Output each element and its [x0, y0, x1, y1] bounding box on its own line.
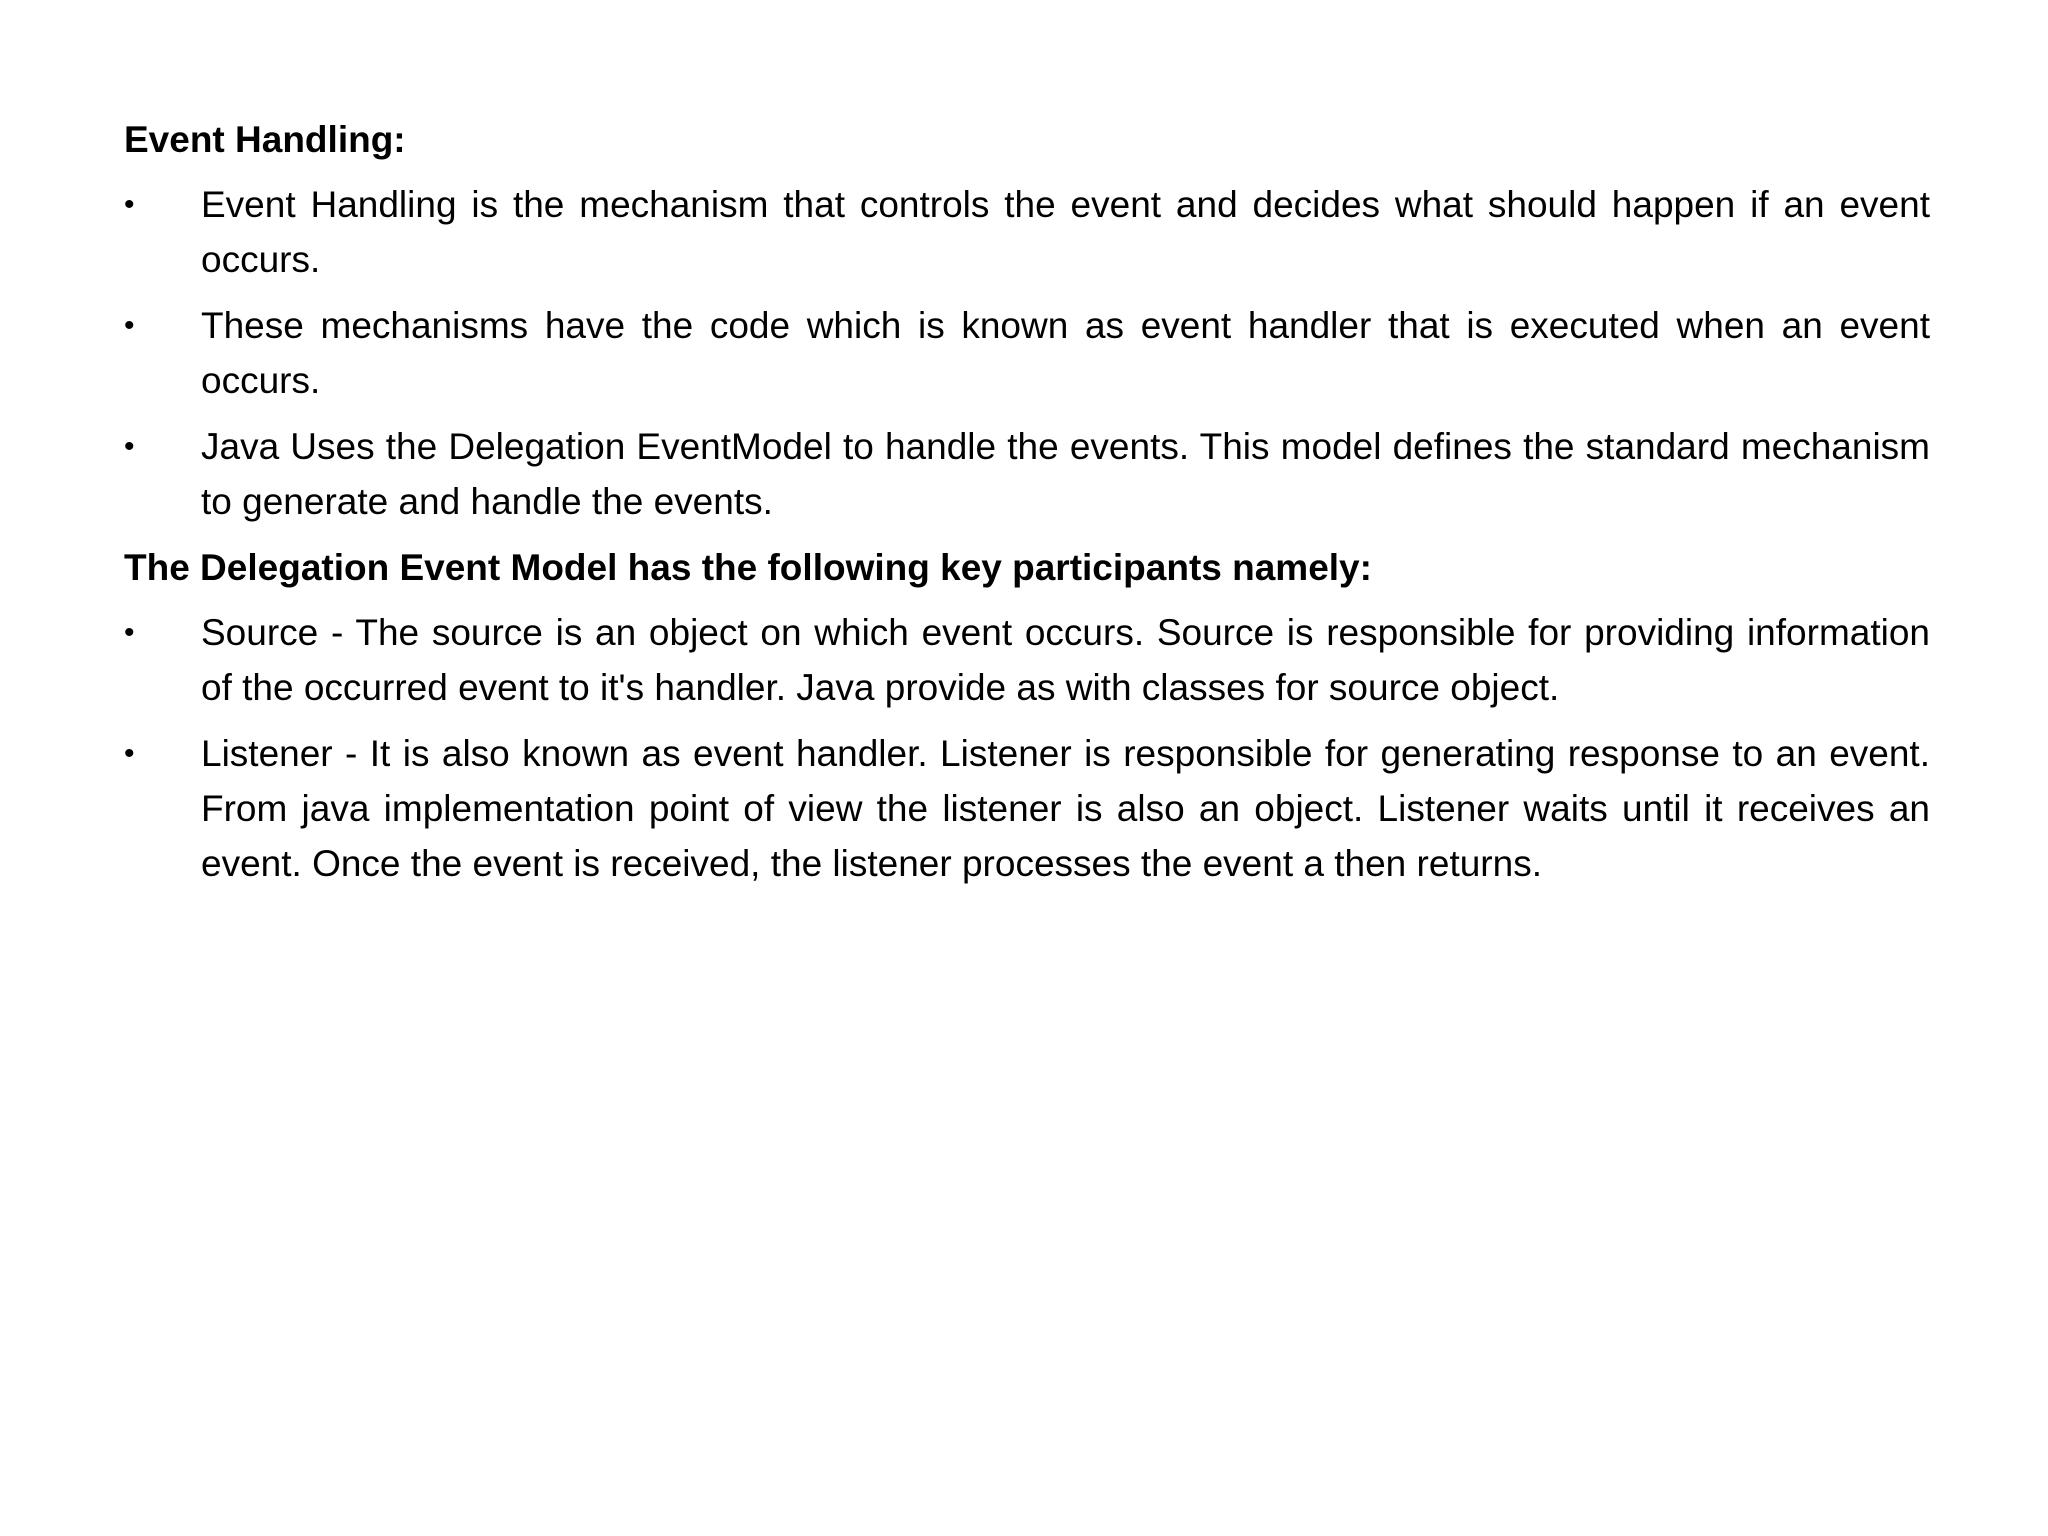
- participants-bullet-list: [124, 605, 1930, 891]
- section-heading-delegation-model: The Delegation Event Model has the following key participants namely:: [124, 547, 1372, 588]
- bullet-icon: •: [124, 616, 135, 649]
- list-item: [124, 177, 1930, 287]
- list-item: [124, 605, 1930, 715]
- list-item: [124, 298, 1930, 408]
- event-handling-bullet-list: [124, 177, 1930, 529]
- bullet-icon: •: [124, 430, 135, 463]
- list-item: [124, 726, 1930, 891]
- bullet-text: Java Uses the Delegation EventModel to handle the events. This model defines the standard mechanism to generate and handle the events.: [201, 426, 1930, 522]
- section-heading-event-handling: Event Handling:: [124, 119, 406, 160]
- bullet-text: Source - The source is an object on which event occurs. Source is responsible for providing information of the occurred event to it's handler. Java provide as with classes for source object.: [201, 612, 1930, 708]
- bullet-icon: •: [124, 309, 135, 342]
- bullet-icon: •: [124, 188, 135, 221]
- slide-content: [124, 112, 1930, 902]
- bullet-icon: •: [124, 737, 135, 770]
- bullet-text: These mechanisms have the code which is known as event handler that is executed when an event occurs.: [201, 305, 1930, 401]
- bullet-text: Event Handling is the mechanism that controls the event and decides what should happen if an event occurs.: [201, 184, 1930, 280]
- bullet-text: Listener - It is also known as event handler. Listener is responsible for generating response to an event. From java implementation point of view the listener is also an object. Listener waits until it receives an event. Once the event is received, the listener processes the event a then returns.: [201, 733, 1930, 884]
- list-item: [124, 419, 1930, 529]
